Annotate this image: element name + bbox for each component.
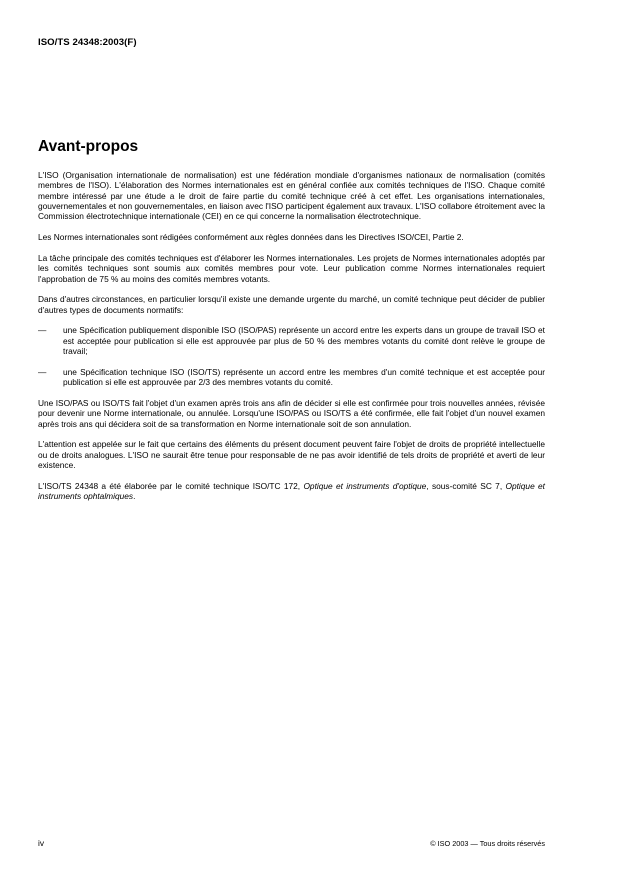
subcommittee-name: Optique et instruments ophtalmiques xyxy=(38,480,545,502)
copyright-notice: © ISO 2003 — Tous droits réservés xyxy=(430,839,545,848)
list-item-text: une Spécification publiquement disponible ISO (ISO/PAS) représente un accord entre les experts dans un groupe de travail ISO et est acceptée pour publication si elle est approuvée par plus de 50 % des membres votants du comité dont relève le groupe de travail; xyxy=(63,325,545,357)
paragraph-patent-rights: L'attention est appelée sur le fait que certains des éléments du présent document peuvent faire l'objet de droits de propriété intellectuelle ou de droits analogues. L'ISO ne saurait être tenue pour responsable de ne pas avoir identifié de tels droits de propriété et averti de leur existence. xyxy=(38,439,545,470)
paragraph-directives: Les Normes internationales sont rédigées conformément aux règles données dans les Directives ISO/CEI, Partie 2. xyxy=(38,232,464,243)
list-item-pas xyxy=(38,325,545,356)
committee-text: L'ISO/TS 24348 a été élaborée par le comité technique ISO/TC 172, xyxy=(38,480,304,491)
paragraph-review: Une ISO/PAS ou ISO/TS fait l'objet d'un examen après trois ans afin de décider si elle est confirmée pour trois nouvelles années, révisée pour devenir une Norme internationale, ou annulée. Lorsqu'une ISO/PAS ou ISO/TS a été confirmée, elle fait l'objet d'un nouvel examen après trois ans qui décidera soit de sa transformation en Norme internationale soit de son annulation. xyxy=(38,397,545,429)
period: . xyxy=(133,491,136,502)
paragraph-committee xyxy=(38,481,545,502)
list-item-text: une Spécification technique ISO (ISO/TS) représente un accord entre les membres d'un comité technique et est acceptée pour publication si elle est approuvée par 2/3 des membres votants du comité. xyxy=(63,366,545,388)
paragraph-main-task: La tâche principale des comités techniques est d'élaborer les Normes internationales. Les projets de Normes internationales adoptés par les comités techniques sont soumis aux comités membres pour vote. Leur publication comme Normes internationales requiert l'approbation de 75 % au moins des comités membres votants. xyxy=(38,252,545,284)
page-number: iv xyxy=(38,838,45,848)
list-item-ts xyxy=(38,367,545,388)
page-title: Avant-propos xyxy=(38,138,139,155)
document-id: ISO/TS 24348:2003(F) xyxy=(38,37,137,48)
subcommittee-text: , sous-comité SC 7, xyxy=(426,480,506,491)
foreword-body xyxy=(38,170,545,512)
list-dash: — xyxy=(38,325,47,336)
list-dash: — xyxy=(38,366,47,377)
committee-name: Optique et instruments d'optique xyxy=(303,480,427,491)
paragraph-other-documents: Dans d'autres circonstances, en particulier lorsqu'il existe une demande urgente du marché, un comité technique peut décider de publier d'autres types de documents normatifs: xyxy=(38,294,545,315)
paragraph-iso-overview: L'ISO (Organisation internationale de normalisation) est une fédération mondiale d'organismes nationaux de normalisation (comités membres de l'ISO). L'élaboration des Normes internationales est en général confiée aux comités techniques de l'ISO. Chaque comité membre intéressé par une étude a le droit de faire partie du comité technique créé à cet effet. Les organisations internationales, gouvernementales et non gouvernementales, en liaison avec l'ISO participent également aux travaux. L'ISO collabore étroitement avec la Commission électrotechnique internationale (CEI) en ce qui concerne la normalisation électrotechnique. xyxy=(38,170,545,222)
